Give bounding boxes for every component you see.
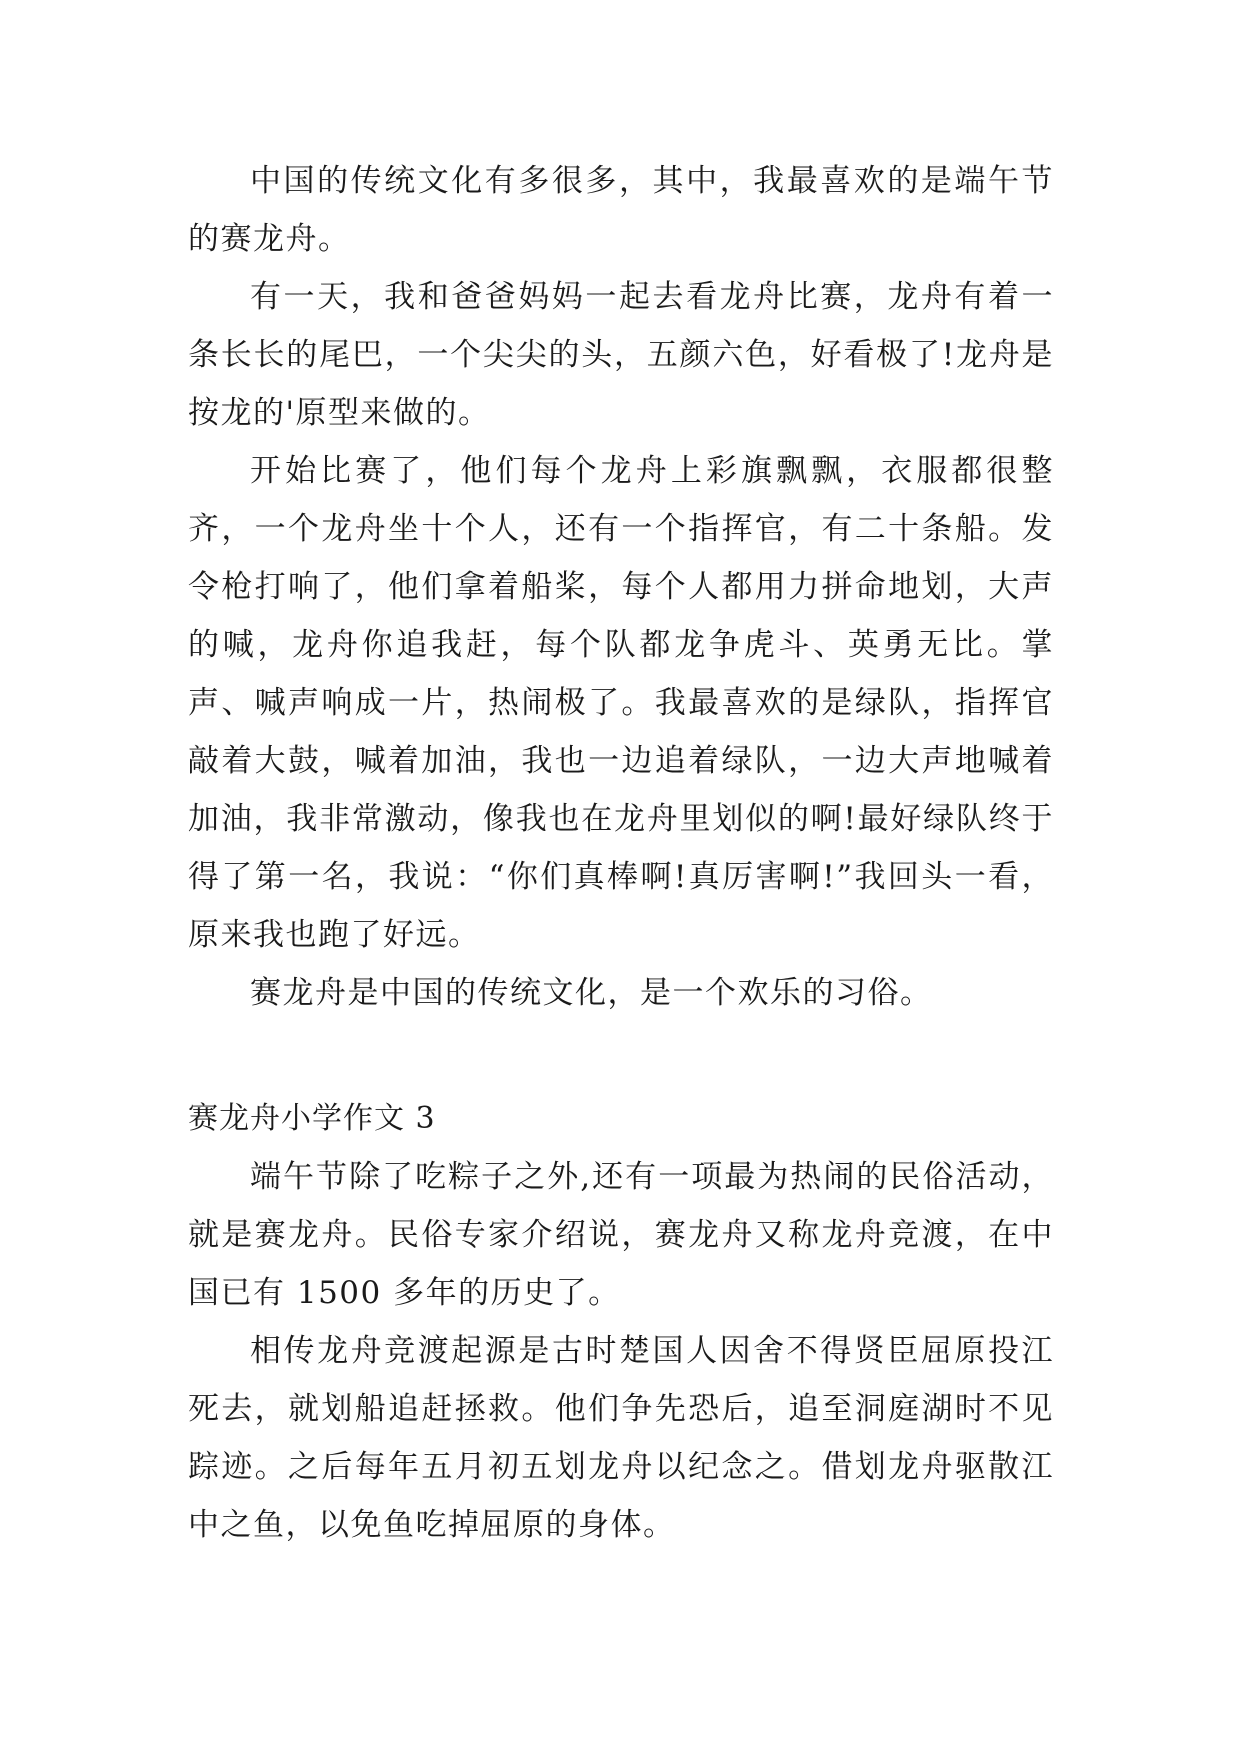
essay-3-title: 赛龙舟小学作文 3 (188, 1101, 436, 1136)
paragraph: 端午节除了吃粽子之外,还有一项最为热闹的民俗活动，就是赛龙舟。民俗专家介绍说，赛龙舟又称龙舟竞渡，在中国已有 1500 多年的历史了。 (188, 1159, 1054, 1311)
paragraph: 赛龙舟是中国的传统文化，是一个欢乐的习俗。 (250, 975, 933, 1011)
paragraph: 相传龙舟竞渡起源是古时楚国人因舍不得贤臣屈原投江死去，就划船追赶拯救。他们争先恐后，追至洞庭湖时不见踪迹。之后每年五月初五划龙舟以纪念之。借划龙舟驱散江中之鱼，以免鱼吃掉屈原的身体。 (188, 1333, 1054, 1543)
paragraph: 开始比赛了，他们每个龙舟上彩旗飘飘，衣服都很整齐，一个龙舟坐十个人，还有一个指挥官，有二十条船。发令枪打响了，他们拿着船桨，每个人都用力拼命地划，大声的喊，龙舟你追我赶，每个队都龙争虎斗、英勇无比。掌声、喊声响成一片，热闹极了。我最喜欢的是绿队，指挥官敲着大鼓，喊着加油，我也一边追着绿队，一边大声地喊着加油，我非常激动，像我也在龙舟里划似的啊!最好绿队终于得了第一名，我说：“你们真棒啊!真厉害啊!”我回头一看，原来我也跑了好远。 (188, 453, 1054, 953)
paragraph: 有一天，我和爸爸妈妈一起去看龙舟比赛，龙舟有着一条长长的尾巴，一个尖尖的头，五颜六色，好看极了!龙舟是按龙的'原型来做的。 (188, 279, 1054, 431)
paragraph: 中国的传统文化有多很多，其中，我最喜欢的是端午节的赛龙舟。 (188, 163, 1054, 257)
essay-3-body (188, 1148, 1054, 1554)
essay-2-body (188, 152, 1054, 1022)
